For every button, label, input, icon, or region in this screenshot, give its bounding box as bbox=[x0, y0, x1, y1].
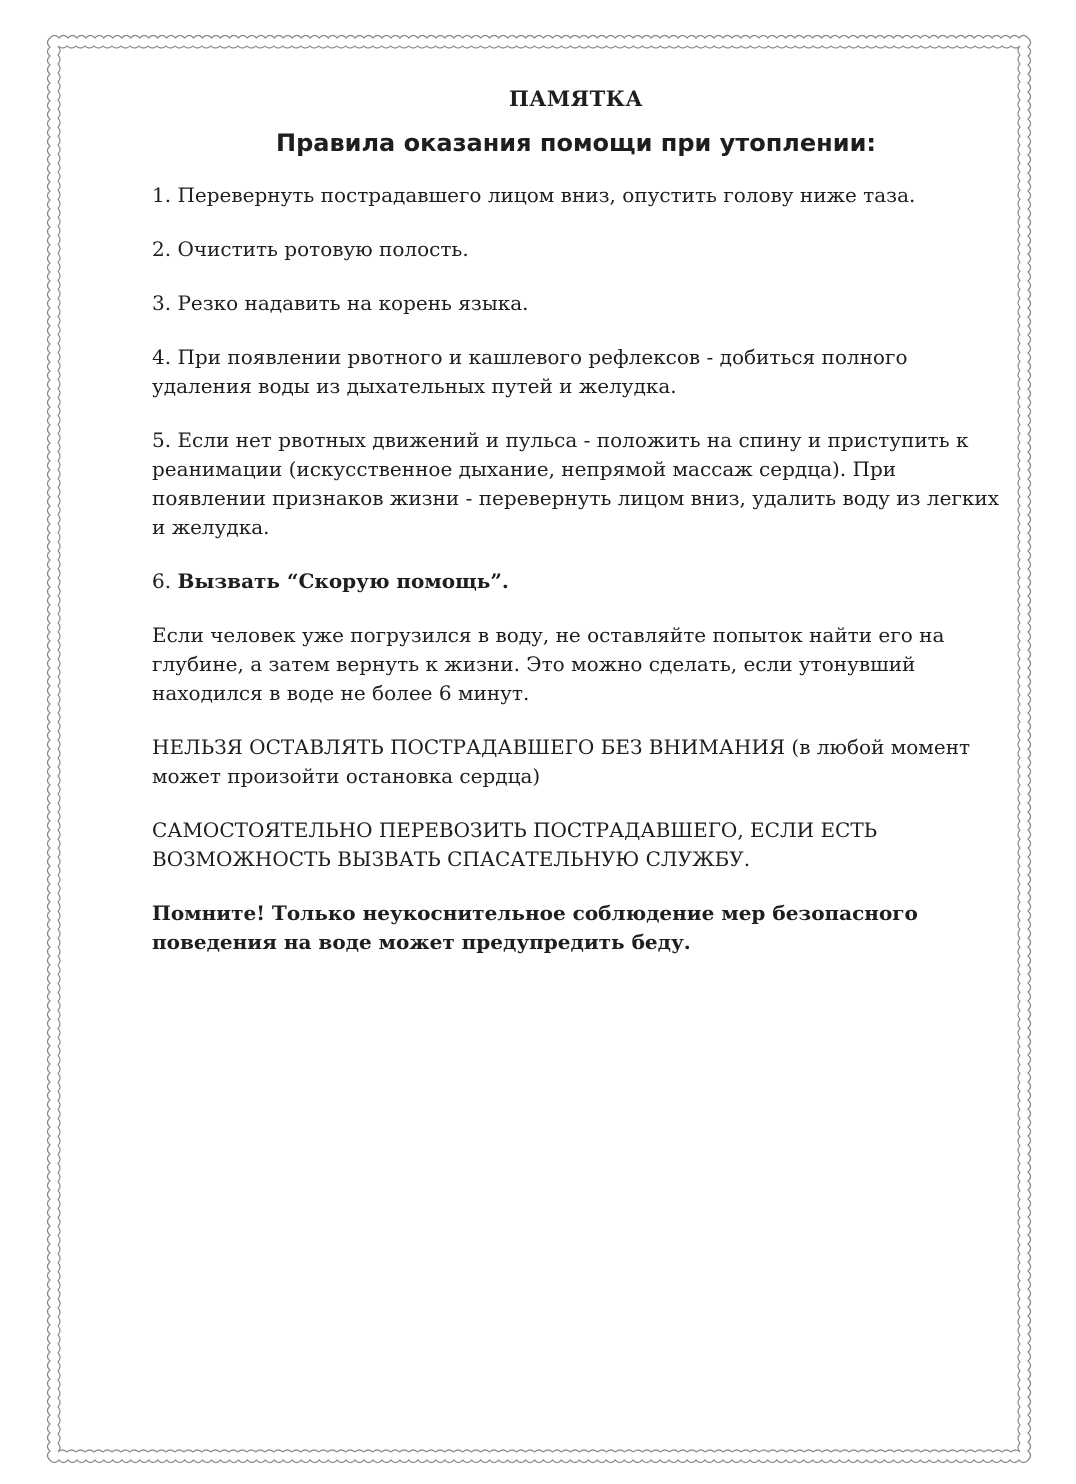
warning-1-rest: (в любой момент может произойти остановка сердца) bbox=[152, 735, 971, 788]
page-title: ПАМЯТКА bbox=[508, 86, 644, 111]
warning-1 bbox=[152, 733, 1012, 791]
step-1: 1. Перевернуть пострадавшего лицом вниз, опустить голову ниже таза. bbox=[152, 183, 916, 207]
closing-statement: Помните! Только неукоснительное соблюдение мер безопасного поведения на воде может предупредить беду. bbox=[152, 901, 918, 954]
memo-content bbox=[152, 86, 1012, 957]
step-6 bbox=[152, 567, 1012, 596]
warning-2: САМОСТОЯТЕЛЬНО ПЕРЕВОЗИТЬ ПОСТРАДАВШЕГО, ЕСЛИ ЕСТЬ ВОЗМОЖНОСТЬ ВЫЗВАТЬ СПАСАТЕЛЬНУЮ СЛУЖБУ. bbox=[152, 818, 878, 871]
warning-1-caps: НЕЛЬЗЯ ОСТАВЛЯТЬ ПОСТРАДАВШЕГО БЕЗ ВНИМАНИЯ bbox=[152, 735, 786, 759]
step-2: 2. Очистить ротовую полость. bbox=[152, 237, 469, 261]
page-subtitle: Правила оказания помощи при утоплении: bbox=[276, 129, 876, 157]
step-6-number: 6. bbox=[152, 569, 178, 593]
step-6-text: Вызвать “Скорую помощь”. bbox=[177, 569, 509, 593]
note-paragraph: Если человек уже погрузился в воду, не оставляйте попыток найти его на глубине, а затем вернуть к жизни. Это можно сделать, если утонувший находился в воде не более 6 минут. bbox=[152, 623, 945, 705]
step-3: 3. Резко надавить на корень языка. bbox=[152, 291, 529, 315]
step-5: 5. Если нет рвотных движений и пульса - положить на спину и приступить к реанимации (искусственное дыхание, непрямой массаж сердца). При появлении признаков жизни - перевернуть лицом вниз, удалить воду из легких и желудка. bbox=[152, 428, 1000, 539]
step-4: 4. При появлении рвотного и кашлевого рефлексов - добиться полного удаления воды из дыхательных путей и желудка. bbox=[152, 345, 908, 398]
